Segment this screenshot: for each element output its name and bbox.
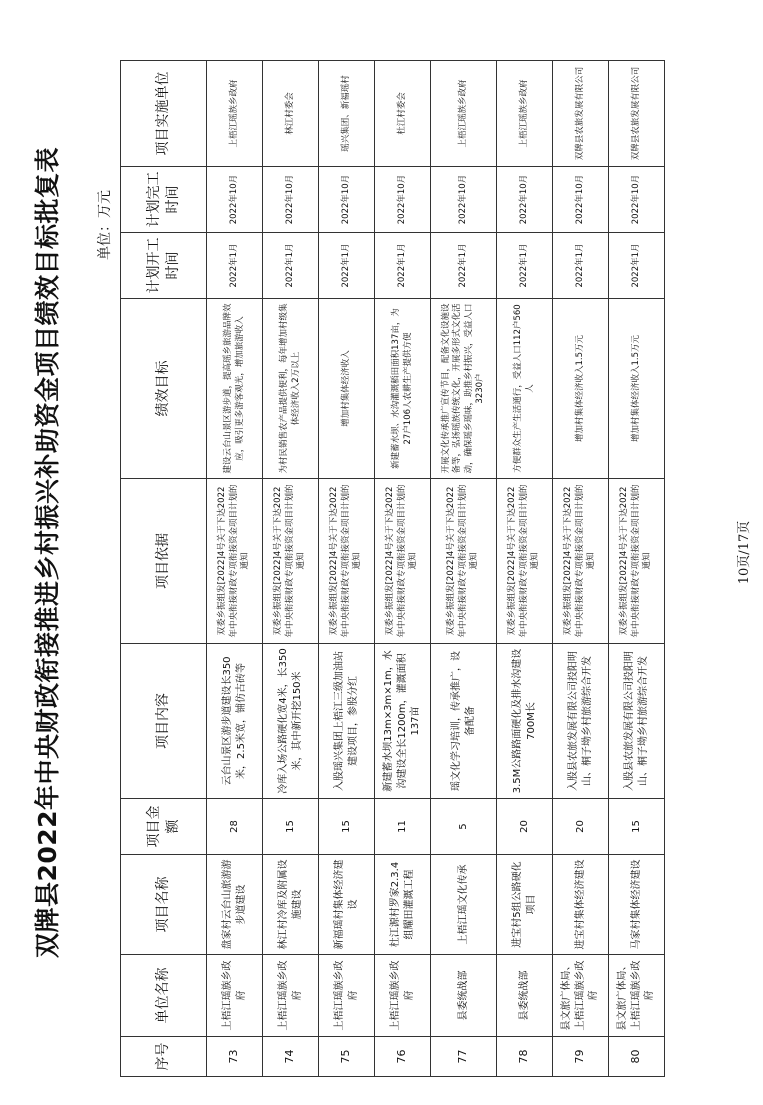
table-row	[207, 61, 263, 1077]
cell-impl: 林江村委会	[263, 61, 319, 167]
cell-start: 2022年1月	[497, 233, 553, 299]
cell-basis: 双委乡振组发[2022]4号关于下达2022年中央衔接财政专项衔接资金项目计划的通知	[497, 479, 553, 644]
cell-seq: 77	[431, 1037, 497, 1077]
cell-content: 云台山景区游步道建设长350米，2.5米宽，铺仿古砖等	[207, 644, 263, 799]
cell-goal: 增加村集体经济收入1.5万元	[553, 299, 609, 479]
table-header-row	[121, 61, 207, 1077]
cell-start: 2022年1月	[553, 233, 609, 299]
cell-content: 冷库入场公路硬化宽4米，长350米，其中新开挖150米	[263, 644, 319, 799]
header-content: 项目内容	[121, 644, 207, 799]
header-amount: 项目金额	[121, 799, 207, 855]
cell-name: 进宝村5组公路硬化项目	[497, 855, 553, 955]
table-row	[263, 61, 319, 1077]
cell-basis: 双委乡振组发[2022]4号关于下达2022年中央衔接财政专项衔接资金项目计划的通知	[375, 479, 431, 644]
cell-content: 入股瑶兴集团上梧江三级加油站建设项目，参股分红	[319, 644, 375, 799]
cell-end: 2022年10月	[207, 167, 263, 233]
cell-impl: 杜江村委会	[375, 61, 431, 167]
cell-unit: 上梧江瑶族乡政府	[263, 955, 319, 1037]
cell-start: 2022年1月	[431, 233, 497, 299]
document-title: 双牌县2022年中央财政衔接推进乡村振兴补助资金项目绩效目标批复表	[33, 146, 62, 959]
unit-note: 单位：万元	[97, 190, 113, 260]
cell-basis: 双委乡振组发[2022]4号关于下达2022年中央衔接财政专项衔接资金项目计划的通知	[431, 479, 497, 644]
cell-start: 2022年1月	[263, 233, 319, 299]
cell-goal: 为村民销售农产品提供便利，每年增加村级集体经济收入2万以上	[263, 299, 319, 479]
cell-amount: 28	[207, 799, 263, 855]
cell-goal: 增加村集体经济收入1.5万元	[609, 299, 665, 479]
table-row	[609, 61, 665, 1077]
table-row	[375, 61, 431, 1077]
cell-impl: 上梧江瑶族乡政府	[497, 61, 553, 167]
cell-seq: 73	[207, 1037, 263, 1077]
cell-amount: 5	[431, 799, 497, 855]
cell-amount: 15	[263, 799, 319, 855]
table-row	[497, 61, 553, 1077]
cell-unit: 上梧江瑶族乡政府	[375, 955, 431, 1037]
cell-name: 进宝村集体经济建设	[553, 855, 609, 955]
project-table	[120, 60, 665, 1077]
header-impl: 项目实施单位	[121, 61, 207, 167]
cell-content: 入股县农旅发展有限公司投阳明山、桐子坳乡村旅游综合开发	[609, 644, 665, 799]
cell-name: 杜江源村罗家2.3.4组耀田灌溉工程	[375, 855, 431, 955]
cell-start: 2022年1月	[207, 233, 263, 299]
cell-content: 3.5M公路路面硬化及排水沟建设700M长	[497, 644, 553, 799]
cell-start: 2022年1月	[609, 233, 665, 299]
cell-impl: 上梧江瑶族乡政府	[431, 61, 497, 167]
table-row	[553, 61, 609, 1077]
page-indicator: 10页/17页	[737, 520, 752, 585]
cell-end: 2022年10月	[553, 167, 609, 233]
cell-basis: 双委乡振组发[2022]4号关于下达2022年中央衔接财政专项衔接资金项目计划的通知	[263, 479, 319, 644]
cell-amount: 11	[375, 799, 431, 855]
cell-seq: 79	[553, 1037, 609, 1077]
cell-end: 2022年10月	[263, 167, 319, 233]
cell-impl: 上梧江瑶族乡政府	[207, 61, 263, 167]
cell-amount: 15	[319, 799, 375, 855]
cell-basis: 双委乡振组发[2022]4号关于下达2022年中央衔接财政专项衔接资金项目计划的通知	[319, 479, 375, 644]
cell-unit: 县文旅广体局、上梧江瑶族乡政府	[609, 955, 665, 1037]
cell-content: 瑶文化学习培训，传承推广，设备配备	[431, 644, 497, 799]
cell-amount: 15	[609, 799, 665, 855]
header-start: 计划开工时间	[121, 233, 207, 299]
header-name: 项目名称	[121, 855, 207, 955]
cell-amount: 20	[497, 799, 553, 855]
cell-goal: 增加村集体经济收入	[319, 299, 375, 479]
header-seq: 序号	[121, 1037, 207, 1077]
cell-name: 上梧江瑶文化传承	[431, 855, 497, 955]
cell-impl: 瑶兴集团、新福瑶村	[319, 61, 375, 167]
cell-seq: 74	[263, 1037, 319, 1077]
table-row	[431, 61, 497, 1077]
cell-amount: 20	[553, 799, 609, 855]
cell-name: 新福瑶村集体经济建设	[319, 855, 375, 955]
cell-unit: 县文旅广体局、上梧江瑶族乡政府	[553, 955, 609, 1037]
cell-content: 入股县农旅发展有限公司投阳明山、桐子坳乡村旅游综合开发	[553, 644, 609, 799]
cell-goal: 建设云台山景区游步道，提高瑶乡旅游品牌效应，吸引更多游客观光，增加旅游收入	[207, 299, 263, 479]
cell-basis: 双委乡振组发[2022]4号关于下达2022年中央衔接财政专项衔接资金项目计划的通知	[553, 479, 609, 644]
cell-end: 2022年10月	[497, 167, 553, 233]
cell-start: 2022年1月	[319, 233, 375, 299]
cell-impl: 双牌县农旅发展有限公司	[609, 61, 665, 167]
cell-content: 新建蓄水坝13m×3m×1m，水沟建设全长1200m，灌溉面积137亩	[375, 644, 431, 799]
cell-unit: 县委统战部	[497, 955, 553, 1037]
cell-goal: 方便群众生产生活通行，受益人口112户560人	[497, 299, 553, 479]
cell-unit: 上梧江瑶族乡政府	[207, 955, 263, 1037]
cell-name: 林江村冷库及附属设施建设	[263, 855, 319, 955]
cell-unit: 上梧江瑶族乡政府	[319, 955, 375, 1037]
cell-goal: 开展文化传承推广宣传节目，配备文化设施设备等，弘扬瑶族传统文化，开展多形式文化活动，确保瑶乡瑶味，助推乡村振兴，受益人口3230户	[431, 299, 497, 479]
cell-seq: 76	[375, 1037, 431, 1077]
header-unit: 单位名称	[121, 955, 207, 1037]
header-basis: 项目依据	[121, 479, 207, 644]
cell-end: 2022年10月	[319, 167, 375, 233]
cell-seq: 80	[609, 1037, 665, 1077]
cell-seq: 75	[319, 1037, 375, 1077]
cell-name: 盘家村云台山旅游游步道建设	[207, 855, 263, 955]
cell-end: 2022年10月	[431, 167, 497, 233]
cell-end: 2022年10月	[609, 167, 665, 233]
cell-name: 马家村集体经济建设	[609, 855, 665, 955]
cell-basis: 双委乡振组发[2022]4号关于下达2022年中央衔接财政专项衔接资金项目计划的通知	[609, 479, 665, 644]
header-goal: 绩效目标	[121, 299, 207, 479]
cell-goal: 新建蓄水坝、水沟灌溉稻田面积137亩，为27户106人农耕生产提供方便	[375, 299, 431, 479]
cell-unit: 县委统战部	[431, 955, 497, 1037]
cell-impl: 双牌县农旅发展有限公司	[553, 61, 609, 167]
cell-start: 2022年1月	[375, 233, 431, 299]
cell-end: 2022年10月	[375, 167, 431, 233]
table-row	[319, 61, 375, 1077]
header-end: 计划完工时间	[121, 167, 207, 233]
cell-seq: 78	[497, 1037, 553, 1077]
cell-basis: 双委乡振组发[2022]4号关于下达2022年中央衔接财政专项衔接资金项目计划的通知	[207, 479, 263, 644]
